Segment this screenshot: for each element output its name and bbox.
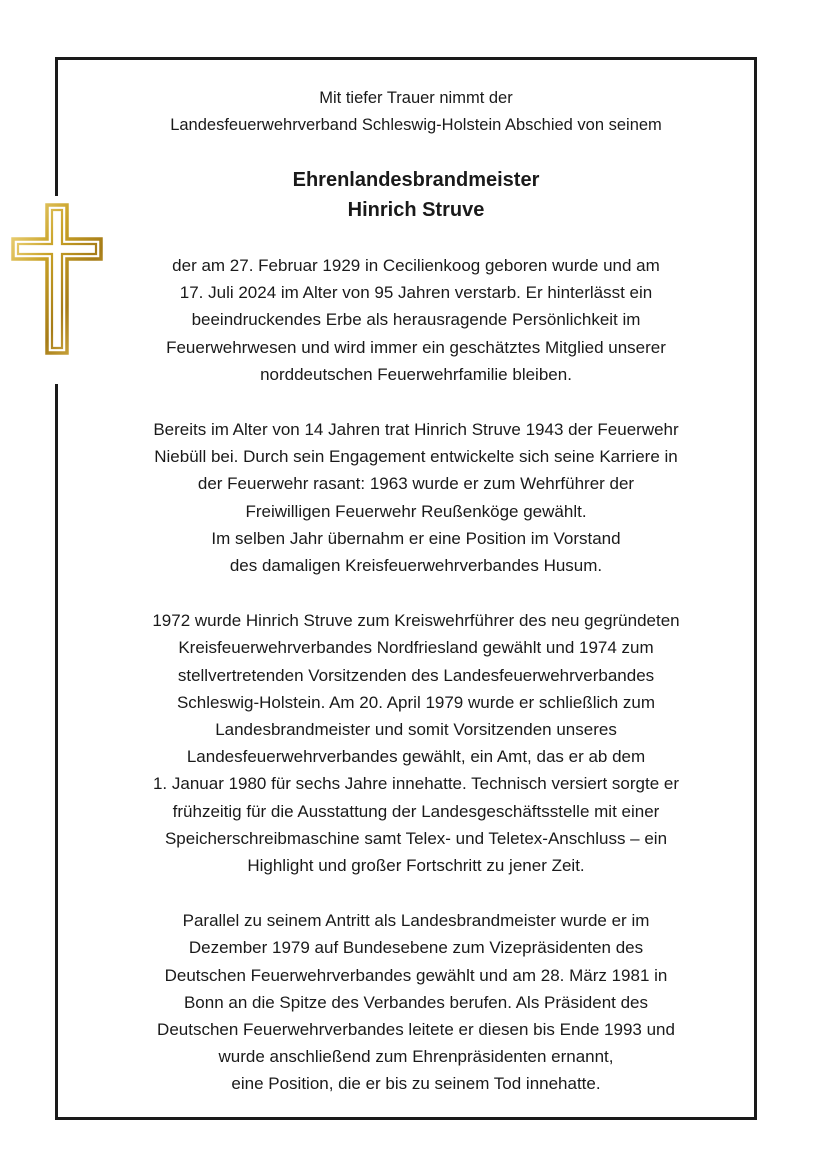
paragraph-federal-association [58,907,774,1097]
text-line: Deutschen Feuerwehrverbandes gewählt und am 28. März 1981 in [164,965,668,985]
text-line: Dezember 1979 auf Bundesebene zum Vizepräsidenten des [188,938,644,958]
deceased-name: Hinrich Struve [347,199,485,221]
text-line: 17. Juli 2024 im Alter von 95 Jahren verstarb. Er hinterlässt ein [179,283,653,303]
text-line: Feuerwehrwesen und wird immer ein geschätztes Mitglied unserer [166,337,666,357]
text-line: 1. Januar 1980 für sechs Jahre innehatte. Technisch versiert sorgte er [152,774,680,794]
text-line: norddeutschen Feuerwehrfamilie bleiben. [260,364,572,384]
paragraph-state-association [58,607,774,879]
paragraph-life [58,252,774,388]
text-line: Speicherschreibmaschine samt Telex- und Teletex-Anschluss – ein [164,828,668,848]
text-line: Niebüll bei. Durch sein Engagement entwickelte sich seine Karriere in [154,447,678,467]
text-line: des damaligen Kreisfeuerwehrverbandes Husum. [229,556,603,576]
text-line: 1972 wurde Hinrich Struve zum Kreiswehrführer des neu gegründeten [152,611,680,631]
text-line: Bonn an die Spitze des Verbandes berufen. Als Präsident des [183,992,649,1012]
text-line: Landesbrandmeister und somit Vorsitzenden unseres [215,720,617,740]
text-line: Schleswig-Holstein. Am 20. April 1979 wurde er schließlich zum [176,692,656,712]
text-line: Parallel zu seinem Antritt als Landesbrandmeister wurde er im [182,911,650,931]
intro-line: Landesfeuerwehrverband Schleswig-Holstein Abschied von seinem [170,116,662,134]
text-line: Highlight und großer Fortschritt zu jener Zeit. [247,856,585,876]
honorary-rank: Ehrenlandesbrandmeister [292,169,540,191]
text-line: stellvertretenden Vorsitzenden des Landesfeuerwehrverbandes [177,665,655,685]
paragraph-early-career [58,416,774,579]
text-line: Freiwilligen Feuerwehr Reußenköge gewählt. [245,501,587,521]
deceased-title [58,165,774,225]
notice-content [58,85,774,1098]
text-line: Im selben Jahr übernahm er eine Position im Vorstand [211,528,621,548]
text-line: Deutschen Feuerwehrverbandes leitete er diesen bis Ende 1993 und [157,1020,675,1040]
text-line: eine Position, die er bis zu seinem Tod innehatte. [231,1074,601,1094]
intro-text [58,85,774,139]
text-line: frühzeitig für die Ausstattung der Landesgeschäftsstelle mit einer [172,801,660,821]
text-line: Landesfeuerwehrverbandes gewählt, ein Amt, das er ab dem [186,747,646,767]
text-line: wurde anschließend zum Ehrenpräsidenten ernannt, [218,1047,614,1067]
intro-line: Mit tiefer Trauer nimmt der [319,89,513,107]
text-line: Kreisfeuerwehrverbandes Nordfriesland gewählt und 1974 zum [178,638,654,658]
text-line: der Feuerwehr rasant: 1963 wurde er zum Wehrführer der [197,474,635,494]
text-line: der am 27. Februar 1929 in Cecilienkoog geboren wurde und am [172,256,660,275]
text-line: beeindruckendes Erbe als herausragende Persönlichkeit im [191,310,641,330]
text-line: Bereits im Alter von 14 Jahren trat Hinrich Struve 1943 der Feuerwehr [153,420,679,440]
